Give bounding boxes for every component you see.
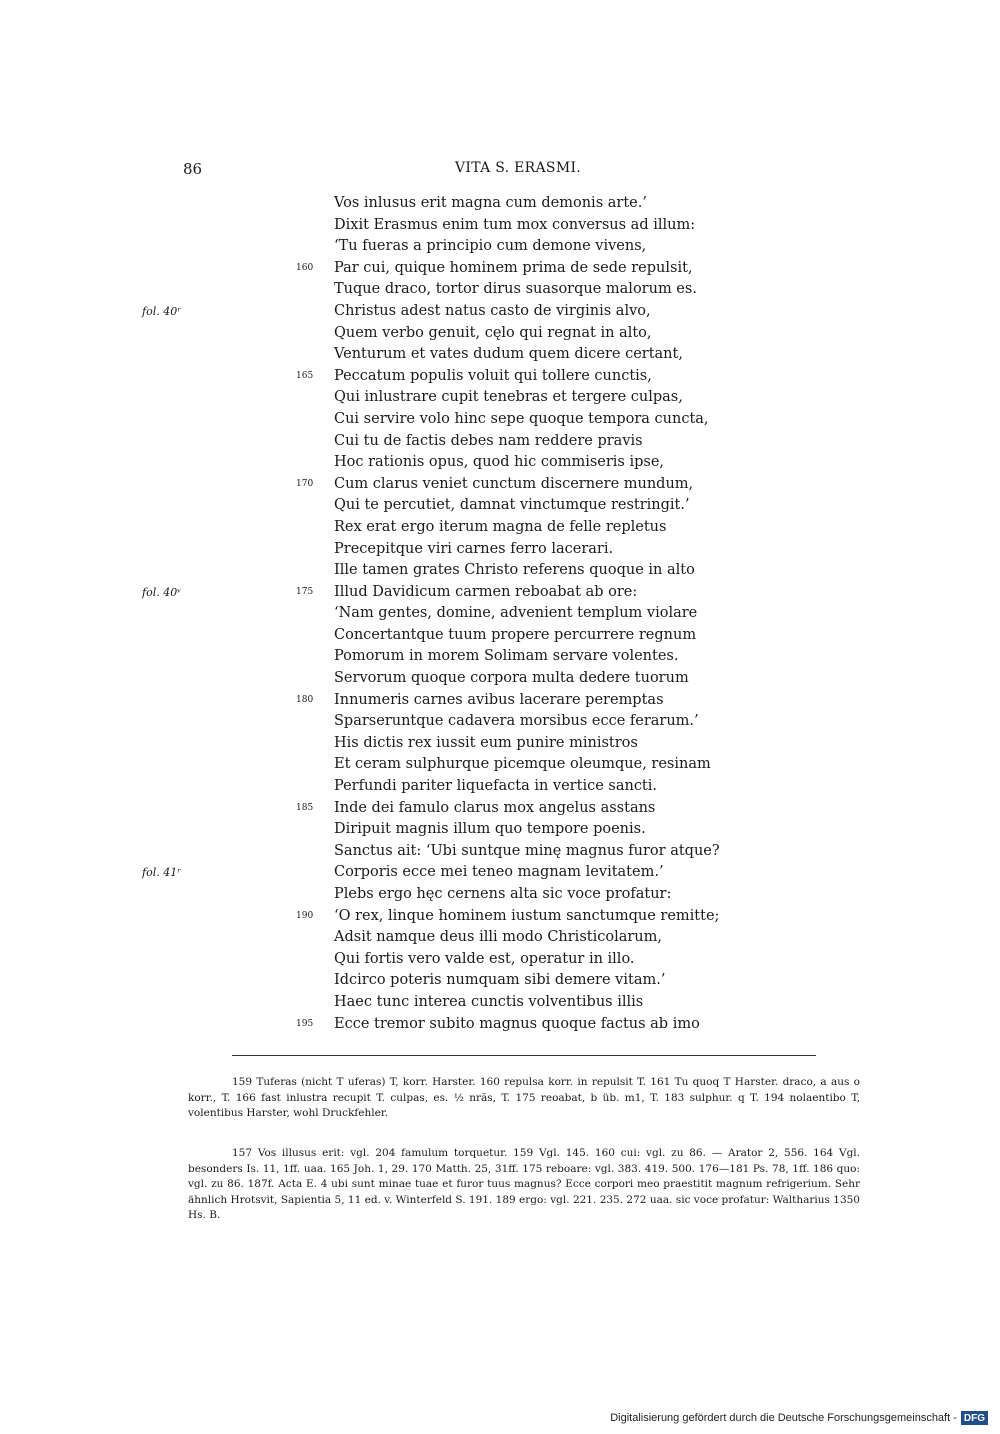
- folio-marker: fol. 40ʳ: [142, 304, 182, 318]
- verse-line: [0, 625, 1000, 647]
- folio-marker: fol. 41ʳ: [142, 866, 182, 880]
- verse-line: [0, 776, 1000, 798]
- page-header: [183, 160, 815, 180]
- verse-line: [0, 344, 1000, 366]
- verse-text: Christus adest natus casto de virginis alvo,: [334, 302, 651, 319]
- verse-text: Peccatum populis voluit qui tollere cunctis,: [334, 367, 652, 384]
- verse-line: [0, 409, 1000, 431]
- verse-text: Pomorum in morem Solimam servare volentes.: [334, 648, 679, 665]
- line-number: 160: [296, 262, 314, 273]
- verse-line: [0, 452, 1000, 474]
- line-number: 190: [296, 910, 314, 921]
- verse-line: [0, 323, 1000, 345]
- verse-text: Sparseruntque cadavera morsibus ecce ferarum.’: [334, 713, 699, 730]
- verse-text: Inde dei famulo clarus mox angelus asstans: [334, 799, 656, 816]
- verse-text: Ecce tremor subito magnus quoque factus ab imo: [334, 1015, 700, 1032]
- verse-text: Et ceram sulphurque picemque oleumque, resinam: [334, 756, 711, 773]
- verse-line: [0, 301, 1000, 323]
- verse-line: [0, 906, 1000, 928]
- verse-text: Tuque draco, tortor dirus suasorque malorum es.: [334, 281, 697, 298]
- verse-line: [0, 927, 1000, 949]
- verse-text: Quem verbo genuit, cęlo qui regnat in alto,: [334, 324, 652, 341]
- verse-line: [0, 215, 1000, 237]
- line-number: 185: [296, 802, 314, 813]
- verse-line: [0, 366, 1000, 388]
- verse-text: Adsit namque deus illi modo Christicolarum,: [334, 929, 662, 946]
- verse-line: [0, 387, 1000, 409]
- verse-line: [0, 668, 1000, 690]
- verse-text: Qui te percutiet, damnat vinctumque restringit.’: [334, 497, 690, 514]
- verse-text: Diripuit magnis illum quo tempore poenis.: [334, 821, 646, 838]
- verse-line: [0, 431, 1000, 453]
- verse-line: [0, 690, 1000, 712]
- line-number: 170: [296, 478, 314, 489]
- verse-text: Sanctus ait: ‘Ubi suntque minę magnus furor atque?: [334, 842, 720, 859]
- verse-text: Vos inlusus erit magna cum demonis arte.’: [334, 195, 647, 211]
- verse-text: Haec tunc interea cunctis volventibus illis: [334, 993, 644, 1010]
- verse-line: [0, 798, 1000, 820]
- footnote-divider: [232, 1055, 816, 1056]
- verse-line: [0, 733, 1000, 755]
- verse-line: [0, 884, 1000, 906]
- verse-line: [0, 711, 1000, 733]
- verse-text: Precepitque viri carnes ferro lacerari.: [334, 540, 614, 557]
- verse-text: Perfundi pariter liquefacta in vertice sancti.: [334, 778, 658, 795]
- verse-text: Innumeris carnes avibus lacerare peremptas: [334, 691, 664, 708]
- line-number: 180: [296, 694, 314, 705]
- verse-line: [0, 193, 1000, 215]
- verse-text: Cui servire volo hinc sepe quoque tempora cuncta,: [334, 410, 709, 427]
- verse-line: [0, 992, 1000, 1014]
- verse-text: His dictis rex iussit eum punire ministros: [334, 734, 638, 751]
- verse-line: [0, 517, 1000, 539]
- verse-line: [0, 236, 1000, 258]
- source-note: 157 Vos illusus erit: vgl. 204 famulum torquetur. 159 Vgl. 145. 160 cui: vgl. zu 86. — Arator 2, 556. 164 Vgl. besonders Is. 11, 1ff. uaa. 165 Joh. 1, 29. 170 Matth. 25, 31ff. 175 reboare: vgl. 383. 419. 500. 176—181 Ps. 78, 1ff. 186 quo: vgl. zu 86. 187f. Acta E. 4 ubi sunt minae tuae et furor tuus magnus? Ecce corpori meo praestitit magnum refrigerium. Sehr ähnlich Hrotsvit, Sapientia 5, 11 ed. v. Winterfeld S. 191. 189 ergo: vgl. 221. 235. 272 uaa. sic voce profatur: Waltharius 1350 Hs. B.: [188, 1147, 860, 1222]
- line-number: 195: [296, 1018, 314, 1029]
- verse-text: Hoc rationis opus, quod hic commiseris ipse,: [334, 454, 665, 471]
- verse-text: Par cui, quique hominem prima de sede repulsit,: [334, 259, 693, 276]
- dfg-logo-icon: DFG: [961, 1411, 988, 1425]
- verse-line: [0, 841, 1000, 863]
- verse-text: Qui inlustrare cupit tenebras et tergere culpas,: [334, 389, 683, 406]
- line-number: 165: [296, 370, 314, 381]
- page-number: 86: [183, 160, 203, 178]
- verse-line: [0, 970, 1000, 992]
- verse-line: [0, 582, 1000, 604]
- verse-text: ‘Nam gentes, domine, advenient templum violare: [334, 605, 698, 622]
- verse-line: [0, 474, 1000, 496]
- verse-line: [0, 754, 1000, 776]
- verse-text: ‘Tu fueras a principio cum demone vivens,: [334, 238, 647, 255]
- verse-line: [0, 279, 1000, 301]
- verse-text: Ille tamen grates Christo referens quoque in alto: [334, 562, 695, 579]
- verse-line: [0, 539, 1000, 561]
- verse-line: [0, 560, 1000, 582]
- verse-text: Dixit Erasmus enim tum mox conversus ad illum:: [334, 216, 696, 233]
- verse-text: Concertantque tuum propere percurrere regnum: [334, 626, 697, 643]
- verse-text: Cui tu de factis debes nam reddere pravis: [334, 432, 643, 449]
- verse-block: [0, 193, 1000, 1035]
- verse-line: [0, 862, 1000, 884]
- critical-apparatus: [188, 1075, 860, 1122]
- verse-text: Qui fortis vero valde est, operatur in illo.: [334, 950, 635, 967]
- verse-text: Plebs ergo hęc cernens alta sic voce profatur:: [334, 886, 672, 902]
- verse-text: Idcirco poteris numquam sibi demere vitam.’: [334, 972, 666, 989]
- verse-line: [0, 495, 1000, 517]
- verse-line: [0, 646, 1000, 668]
- line-number: 175: [296, 586, 314, 597]
- source-notes: [188, 1146, 860, 1224]
- verse-line: [0, 258, 1000, 280]
- folio-marker: fol. 40ᵛ: [142, 585, 182, 599]
- verse-line: [0, 603, 1000, 625]
- verse-text: Illud Davidicum carmen reboabat ab ore:: [334, 583, 638, 600]
- verse-text: Corporis ecce mei teneo magnam levitatem.’: [334, 864, 664, 881]
- verse-text: ‘O rex, linque hominem iustum sanctumque remitte;: [334, 907, 720, 924]
- digitization-credit: [610, 1410, 988, 1426]
- verse-text: Servorum quoque corpora multa dedere tuorum: [334, 670, 689, 687]
- verse-line: [0, 949, 1000, 971]
- verse-text: Rex erat ergo iterum magna de felle repletus: [334, 518, 667, 535]
- credit-text: Digitalisierung gefördert durch die Deutsche Forschungsgemeinschaft -: [610, 1412, 957, 1424]
- verse-text: Venturum et vates dudum quem dicere certant,: [334, 346, 683, 363]
- apparatus-note: 159 Tuferas (nicht T uferas) T, korr. Harster. 160 repulsa korr. in repulsit T. 161 Tu quoq T Harster. draco, a aus o korr., T. 166 fast inlustra recupit T. culpas, es. ½ nrãs, T. 175 reoabat, b üb. m1, T. 183 sulphur. q T. 194 nolaentibo T, volentibus Harster, wohl Druckfehler.: [188, 1076, 860, 1120]
- running-title: VITA S. ERASMI.: [455, 160, 582, 176]
- verse-text: Cum clarus veniet cunctum discernere mundum,: [334, 475, 694, 492]
- verse-line: [0, 819, 1000, 841]
- verse-line: [0, 1014, 1000, 1036]
